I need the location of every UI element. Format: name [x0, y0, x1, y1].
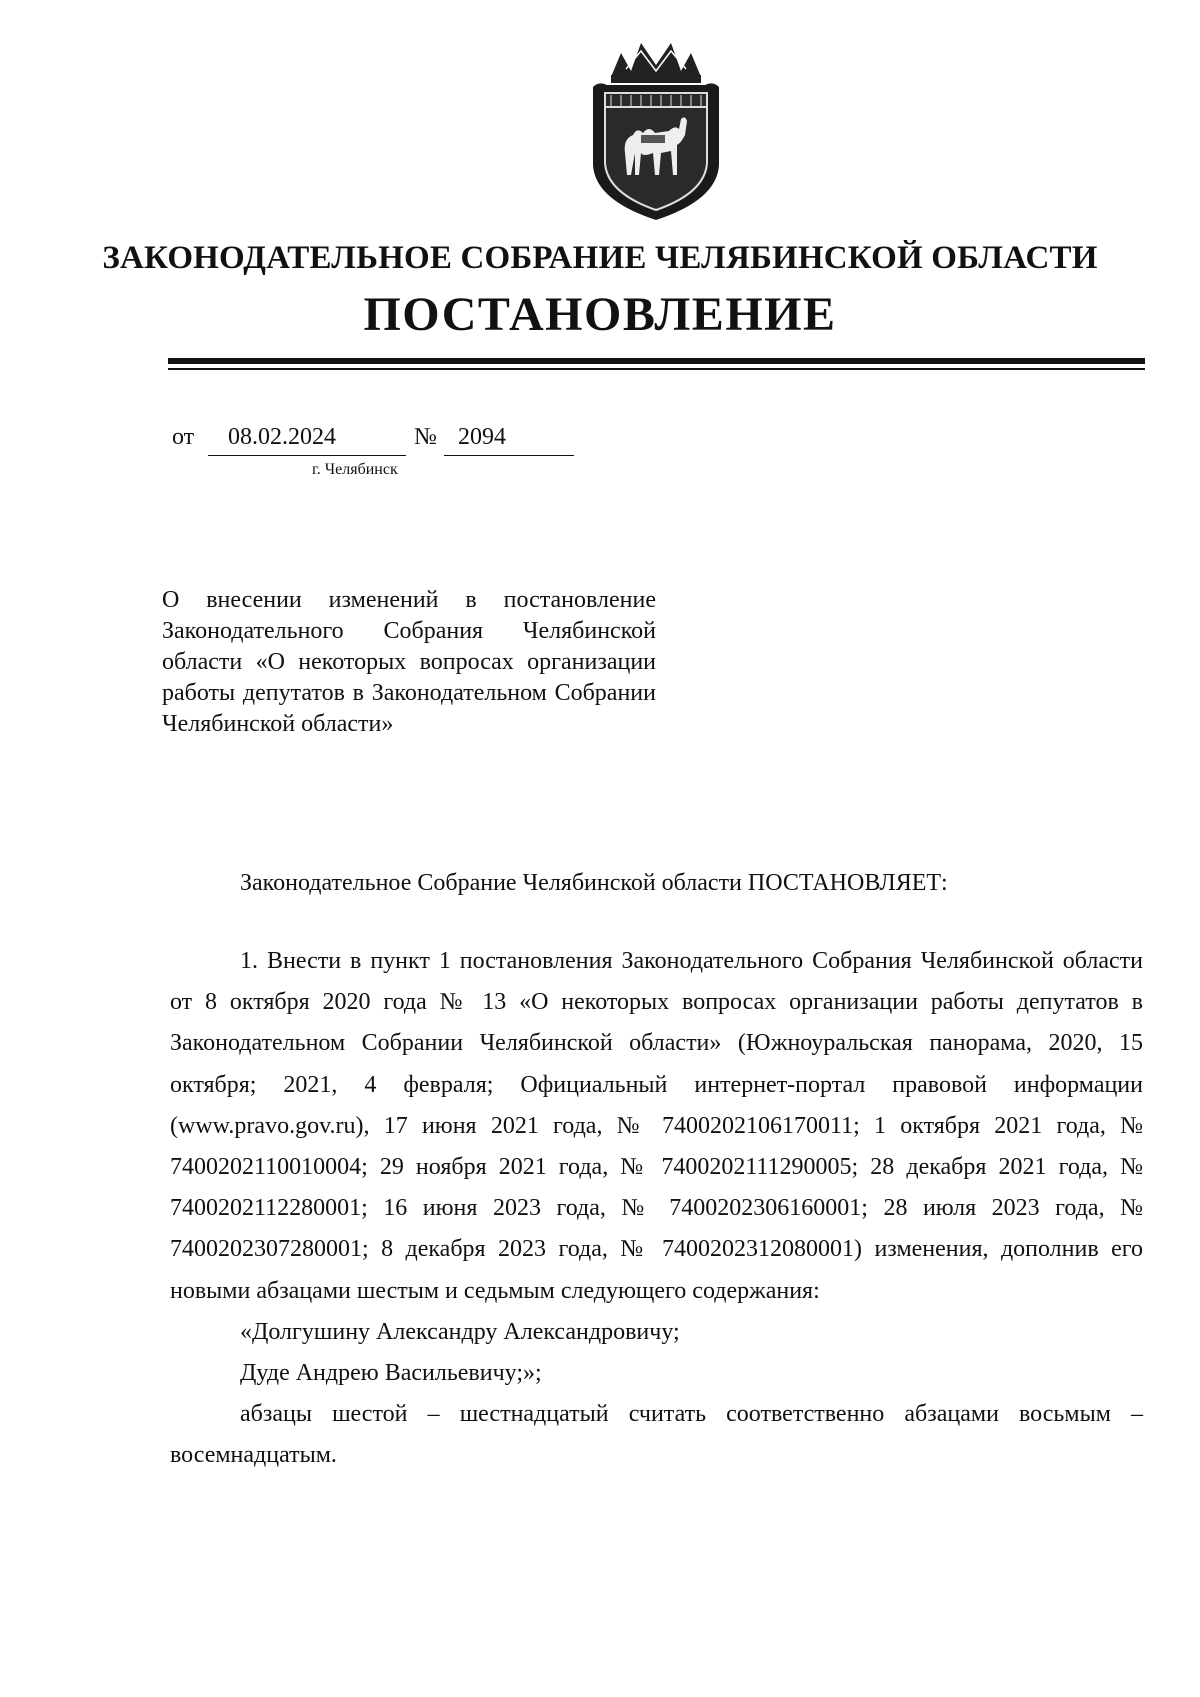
document-date: 08.02.2024: [208, 424, 406, 456]
resolves-line: Законодательное Собрание Челябинской области ПОСТАНОВЛЯЕТ:: [240, 870, 948, 896]
header-divider-thin: [168, 368, 1145, 370]
from-label: от: [172, 424, 195, 450]
header-divider-thick: [168, 358, 1145, 364]
document-subject: О внесении изменений в постановление Законодательного Собрания Челябинской области «О некоторых вопросах организации работы депутатов в Законодательном Собрании Челябинской области»: [162, 587, 656, 737]
document-body: [170, 941, 1143, 1477]
body-paragraph-1: 1. Внести в пункт 1 постановления Законодательного Собрания Челябинской области от 8 октября 2020 года № 13 «О некоторых вопросах организации работы депутатов в Законодательном Собрании Челябинской области» (Южноуральская панорама, 2020, 15 октября; 2021, 4 февраля; Официальный интернет-портал правовой информации (www.pravo.gov.ru), 17 июня 2021 года, № 7400202106170011; 1 октября 2021 года, № 7400202110010004; 29 ноября 2021 года, № 7400202111290005; 28 декабря 2021 года, № 7400202112280001; 16 июня 2023 года, № 7400202306160001; 28 июля 2023 года, № 7400202307280001; 8 декабря 2023 года, № 7400202312080001) изменения, дополнив его новыми абзацами шестым и седьмым следующего содержания:: [170, 948, 1143, 1304]
organization-name: ЗАКОНОДАТЕЛЬНОЕ СОБРАНИЕ ЧЕЛЯБИНСКОЙ ОБЛАСТИ: [102, 240, 1098, 276]
number-label: №: [414, 424, 437, 450]
chelyabinsk-coat-of-arms-icon: [581, 35, 731, 225]
body-line-2: Дуде Андрею Васильевичу;»;: [240, 1360, 542, 1387]
document-place: г. Челябинск: [312, 461, 398, 478]
body-line-1: «Долгушину Александру Александровичу;: [240, 1318, 680, 1345]
document-type-title: ПОСТАНОВЛЕНИЕ: [363, 288, 837, 341]
document-number: 2094: [444, 424, 574, 456]
body-paragraph-2: абзацы шестой – шестнадцатый считать соответственно абзацами восьмым – восемнадцатым.: [170, 1401, 1143, 1469]
